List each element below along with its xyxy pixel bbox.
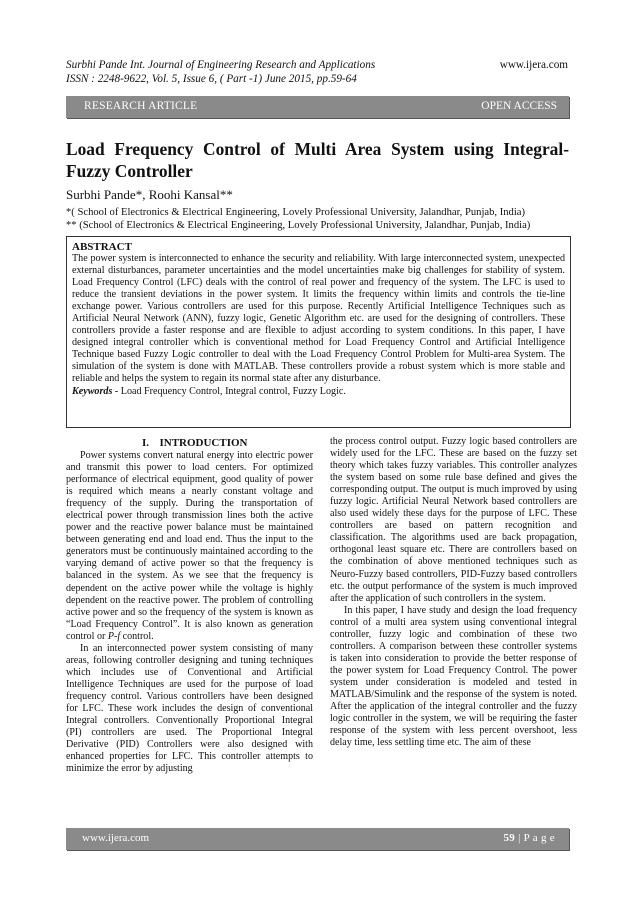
intro-paragraph-1-end: control. <box>120 630 154 642</box>
body-column-right <box>330 436 577 816</box>
paper-title: Load Frequency Control of Multi Area System using Integral-Fuzzy Controller <box>66 139 569 181</box>
abstract-box <box>66 236 571 428</box>
paper-authors: Surbhi Pande*, Roohi Kansal** <box>66 187 233 202</box>
section-heading <box>66 436 313 450</box>
intro-paragraph-1-text: Power systems convert natural energy into electric power and transmit this power to load centers. For optimized performance of electrical equipment, good quality of power is required which means a nearly constant voltage and frequency of the supply. During the transportation of electrical power through transmission lines both the active power and the reactive power balance must be maintained between generating end and load end. Thus the input to the generators must be continuously maintained according to the varying demand of active power so that the frequency is balanced in the system. As we see that the frequency is dependent on the active power while the voltage is highly dependent on the reactive power. The problem of controlling active power and so the frequency of the system is known as “Load Frequency Control”. It is also known as generation control or <box>66 450 313 642</box>
intro-paragraph-2: In an interconnected power system consisting of many areas, following controller designing and tuning techniques which includes use of Conventional and Artificial Intelligence Techniques are used for the purpose of load frequency control. Various controllers have been designed for LFC. These work includes the design of conventional Integral controllers. Conventionally Proportional Integral (PI) controllers are used. The Proportional Integral Derivative (PID) Controllers were also designed with enhanced properties for LFC. This controller attempts to minimize the error by adjusting <box>66 642 313 775</box>
section-number: I. <box>141 437 149 449</box>
abstract-text: The power system is interconnected to enhance the security and reliability. With large interconnected system, unexpected external disturbances, parameter uncertainties and the model uncertainties make big challenges for stability of system. Load Frequency Control (LFC) deals with the control of real power and frequency of the system. The LFC is used to reduce the transient deviations in the power system. It limits the frequency within limits and controls the tie-line exchange power. Various controllers are used for this purpose. Recently Artificial Intelligence Techniques such as Artificial Neural Network (ANN), fuzzy logic, Genetic Algorithm etc. are used for the designing of controllers. These controllers provide a faster response and are flexible to adjust according to system conditions. In this paper, I have designed integral controller which is conventional method for Load Frequency Control and Artificial Intelligence Technique based Fuzzy Logic controller to deal with the Load Frequency Control Problem for Multi-area System. The simulation of the system is done with MATLAB. These controllers provide a robust system which is more stable and reliable and helps the system to regain its normal state after any disturbance. <box>72 253 565 385</box>
journal-header <box>66 58 566 86</box>
footer-url-link[interactable]: www.ijera.com <box>82 832 150 844</box>
author-affiliation-1: *( School of Electronics & Electrical Engineering, Lovely Professional University, Jalandhar, Punjab, India) <box>66 207 526 218</box>
page-label: | P a g e <box>515 832 555 844</box>
page-number-label <box>503 832 555 844</box>
body-column-left <box>66 436 313 816</box>
journal-citation-line: Surbhi Pande Int. Journal of Engineering Research and Applications <box>66 59 376 71</box>
keywords-list: Load Frequency Control, Integral control, Fuzzy Logic. <box>118 385 346 397</box>
pf-control-term: P-f <box>107 630 121 642</box>
page-footer-banner <box>66 828 569 850</box>
intro-paragraph-3: In this paper, I have study and design the load frequency control of a multi area system using conventional integral controller, fuzzy logic and combination of these two controllers. A comparison between these controller systems is taken into consideration to provide the better response of the power system for Load Frequency Control. The power system under consideration is modeled and tested in MATLAB/Simulink and the response of the system is noted. After the application of the integral controller and the fuzzy logic controller in the system, we will be requiring the faster response of the system with less percent overshoot, less delay time, less settling time etc. The aim of these <box>330 604 577 749</box>
page-number: 59 <box>503 832 516 844</box>
abstract-heading: ABSTRACT <box>72 241 132 253</box>
keywords-label: Keywords - <box>72 385 119 397</box>
intro-paragraph-1 <box>66 450 313 643</box>
section-title: INTRODUCTION <box>159 437 248 449</box>
article-type-banner <box>66 96 569 118</box>
research-article-label: RESEARCH ARTICLE <box>84 100 198 112</box>
journal-issn-line: ISSN : 2248-9622, Vol. 5, Issue 6, ( Part -1) June 2015, pp.59-64 <box>66 73 357 85</box>
open-access-label: OPEN ACCESS <box>481 100 557 112</box>
author-affiliation-2: ** (School of Electronics & Electrical Engineering, Lovely Professional University, Jalandhar, Punjab, India) <box>66 220 531 231</box>
header-url-link[interactable]: www.ijera.com <box>499 59 568 71</box>
intro-paragraph-2-continued: the process control output. Fuzzy logic based controllers are widely used for the LFC. These are based on the fuzzy set theory which takes fuzzy variables. This controller analyzes the system based on some rule base defined and gives the corresponding output. The output is much improved by using fuzzy logic. Artificial Neural Network based controllers are also used widely these days for the purpose of LFC. These controllers are based on pattern recognition and classification. The algorithms used are back propagation, orthogonal least square etc. There are controllers based on the combination of above mentioned techniques such as Neuro-Fuzzy based controllers, PID-Fuzzy based controllers etc. the output performance of the system is much improved after the application of such controllers in the system. <box>330 436 577 604</box>
keywords-line <box>72 386 565 399</box>
